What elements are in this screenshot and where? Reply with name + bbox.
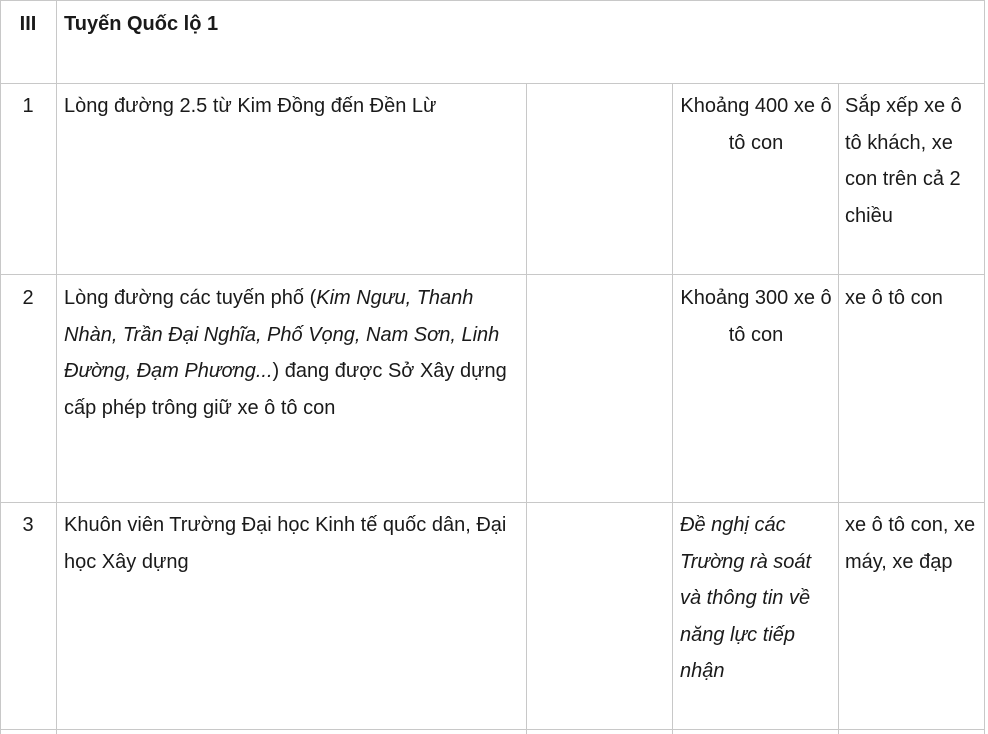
section-title: Tuyến Quốc lộ 1: [64, 13, 219, 35]
row-capacity: Khoảng 400 xe ô tô con: [680, 95, 832, 154]
col-divider: [672, 83, 673, 734]
row-divider: [0, 0, 985, 1]
location-prefix: Lòng đường các tuyến phố (: [64, 287, 317, 309]
row-location: Lòng đường 2.5 từ Kim Đồng đến Đền Lừ: [64, 95, 437, 117]
row-location: [64, 280, 519, 426]
row-vehicles: Sắp xếp xe ô tô khách, xe con trên cả 2 chiều: [845, 95, 962, 227]
col-divider: [838, 83, 839, 734]
row-vehicles: xe ô tô con: [845, 287, 943, 309]
location-suffix: ) đang được Sở Xây dựng cấp phép trông giữ xe ô tô con: [64, 360, 507, 419]
row-location: Khuôn viên Trường Đại học Kinh tế quốc dân, Đại học Xây dựng: [64, 514, 507, 573]
row-vehicles: xe ô tô con, xe máy, xe đạp: [845, 514, 976, 573]
col-divider: [526, 83, 527, 734]
row-index: 3: [22, 514, 34, 536]
capacity-note: Đề nghị các Trường rà soát và thông tin về năng lực tiếp nhận: [680, 514, 812, 682]
section-number: III: [19, 13, 37, 35]
row-index: 1: [22, 95, 34, 117]
col-divider: [56, 0, 57, 734]
row-capacity: [680, 507, 832, 690]
col-divider: [984, 0, 985, 734]
row-capacity: Khoảng 300 xe ô tô con: [680, 287, 832, 346]
location-streets: Kim Ngưu, Thanh Nhàn, Trần Đại Nghĩa, Phố Vọng, Nam Sơn, Linh Đường, Đạm Phương...: [64, 287, 500, 382]
row-index: 2: [22, 287, 34, 309]
